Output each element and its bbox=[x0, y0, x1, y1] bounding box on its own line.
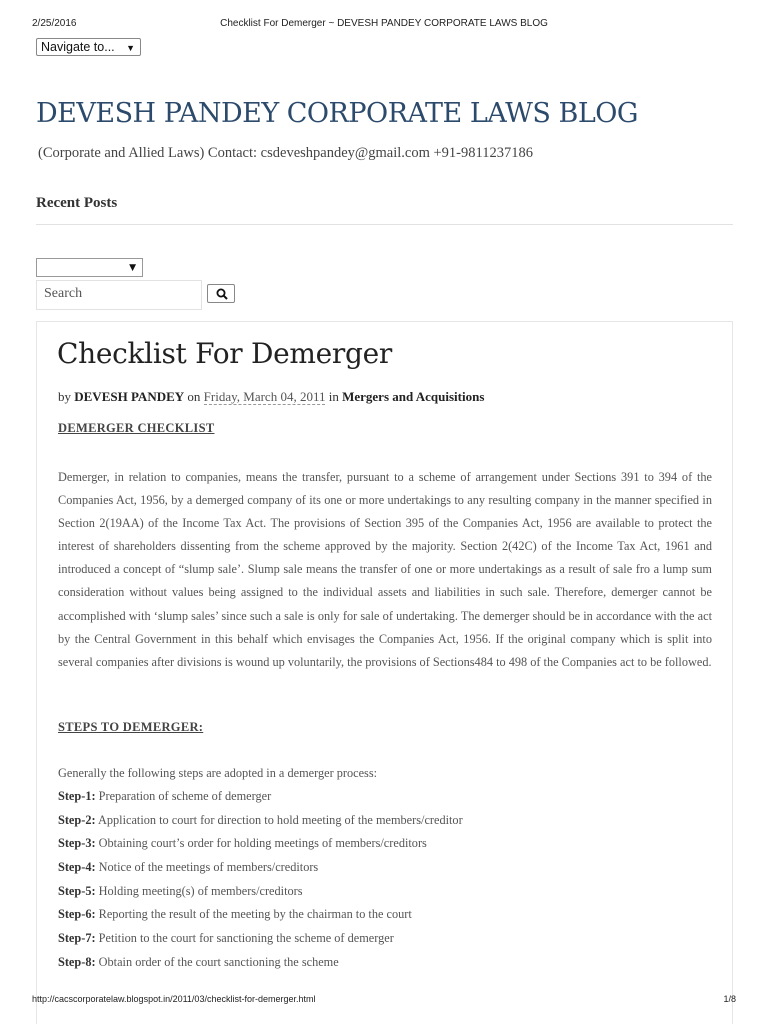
step-label: Step-3: bbox=[58, 836, 96, 851]
post-title: Checklist For Demerger bbox=[57, 337, 392, 370]
step-text: Application to court for direction to hold meeting of the members/creditor bbox=[95, 812, 463, 827]
navigate-select-value: Navigate to... bbox=[41, 40, 115, 54]
site-title[interactable]: DEVESH PANDEY CORPORATE LAWS BLOG bbox=[36, 98, 638, 129]
navigate-select[interactable] bbox=[36, 38, 141, 56]
recent-posts-heading: Recent Posts bbox=[36, 195, 118, 211]
print-url: http://cacscorporatelaw.blogspot.in/2011/03/checklist-for-demerger.html bbox=[32, 994, 316, 1004]
step-item bbox=[58, 931, 463, 955]
steps-list bbox=[58, 789, 463, 979]
post-date: Friday, March 04, 2011 bbox=[203, 389, 326, 404]
step-text: Reporting the result of the meeting by the chairman to the court bbox=[95, 907, 412, 922]
step-text: Holding meeting(s) of members/creditors bbox=[95, 883, 303, 898]
step-text: Obtain order of the court sanctioning the scheme bbox=[95, 954, 339, 969]
step-label: Step-7: bbox=[58, 931, 96, 946]
step-text: Obtaining court’s order for holding meetings of members/creditors bbox=[95, 836, 427, 851]
divider bbox=[36, 224, 733, 225]
step-label: Step-6: bbox=[58, 907, 96, 922]
search-button[interactable] bbox=[207, 284, 235, 303]
step-label: Step-8: bbox=[58, 954, 96, 969]
demerger-paragraph: Demerger, in relation to companies, means the transfer, pursuant to a scheme of arrangement under Sections 391 to 394 of the Companies Act, 1956, by a demerged company of its one or more undertakings to any resulting company in the manner specified in Section 2(19AA) of the Income Tax Act. The provisions of Section 395 of the Companies Act, 1956 are available to protect the interest of shareholders dissenting from the scheme approved by the majority. Section 2(42C) of the Income Tax Act, 1961 and introduced a concept of “slump sale’. Slump sale means the transfer of one or more undertakings as a result of sale fro a lump sum consideration without values being assigned to the individual assets and liabilities in such sale. Therefore, demerger cannot be accomplished with ‘slump sales’ since such a sale is only for sale of undertaking. The demerger should be in accordance with the act by the Central Government in this behalf which envisages the Companies Act, 1956. If the original company which is split into several companies after divisions is wound up voluntarily, the provisions of Sections484 to 498 of the Companies act to be followed. bbox=[58, 470, 712, 669]
step-label: Step-4: bbox=[58, 860, 96, 875]
print-page-number: 1/8 bbox=[723, 994, 736, 1004]
recent-posts-select[interactable] bbox=[36, 258, 143, 277]
step-label: Step-5: bbox=[58, 883, 96, 898]
step-text: Notice of the meetings of members/creditors bbox=[95, 860, 319, 875]
post-author-link[interactable]: DEVESH PANDEY bbox=[74, 389, 185, 404]
print-date: 2/25/2016 bbox=[32, 18, 77, 29]
step-item bbox=[58, 789, 463, 813]
step-text: Preparation of scheme of demerger bbox=[95, 789, 272, 803]
step-text: Petition to the court for sanctioning the scheme of demerger bbox=[95, 931, 394, 946]
search-input[interactable] bbox=[36, 280, 202, 310]
dropdown-arrow-icon: ▼ bbox=[126, 43, 135, 53]
print-title: Checklist For Demerger ~ DEVESH PANDEY CORPORATE LAWS BLOG bbox=[220, 18, 548, 29]
step-item bbox=[58, 884, 463, 908]
search-placeholder: Search bbox=[44, 286, 83, 301]
step-item bbox=[58, 813, 463, 837]
step-item bbox=[58, 860, 463, 884]
step-item bbox=[58, 836, 463, 860]
meta-in: in bbox=[325, 389, 343, 404]
step-label: Step-2: bbox=[58, 812, 96, 827]
meta-by: by bbox=[58, 389, 75, 404]
step-item bbox=[58, 907, 463, 931]
step-item bbox=[58, 955, 463, 979]
steps-heading: STEPS TO DEMERGER: bbox=[58, 720, 204, 734]
step-label: Step-1: bbox=[58, 789, 96, 803]
meta-on: on bbox=[184, 389, 204, 404]
site-description: (Corporate and Allied Laws) Contact: csdeveshpandey@gmail.com +91-9811237186 bbox=[38, 145, 533, 161]
post-category-link[interactable]: Mergers and Acquisitions bbox=[342, 389, 485, 404]
search-icon bbox=[216, 288, 228, 300]
demerger-checklist-heading: DEMERGER CHECKLIST bbox=[58, 421, 215, 435]
steps-intro: Generally the following steps are adopted in a demerger process: bbox=[58, 766, 378, 780]
post-meta bbox=[58, 389, 484, 405]
dropdown-arrow-icon: ▼ bbox=[129, 263, 136, 273]
